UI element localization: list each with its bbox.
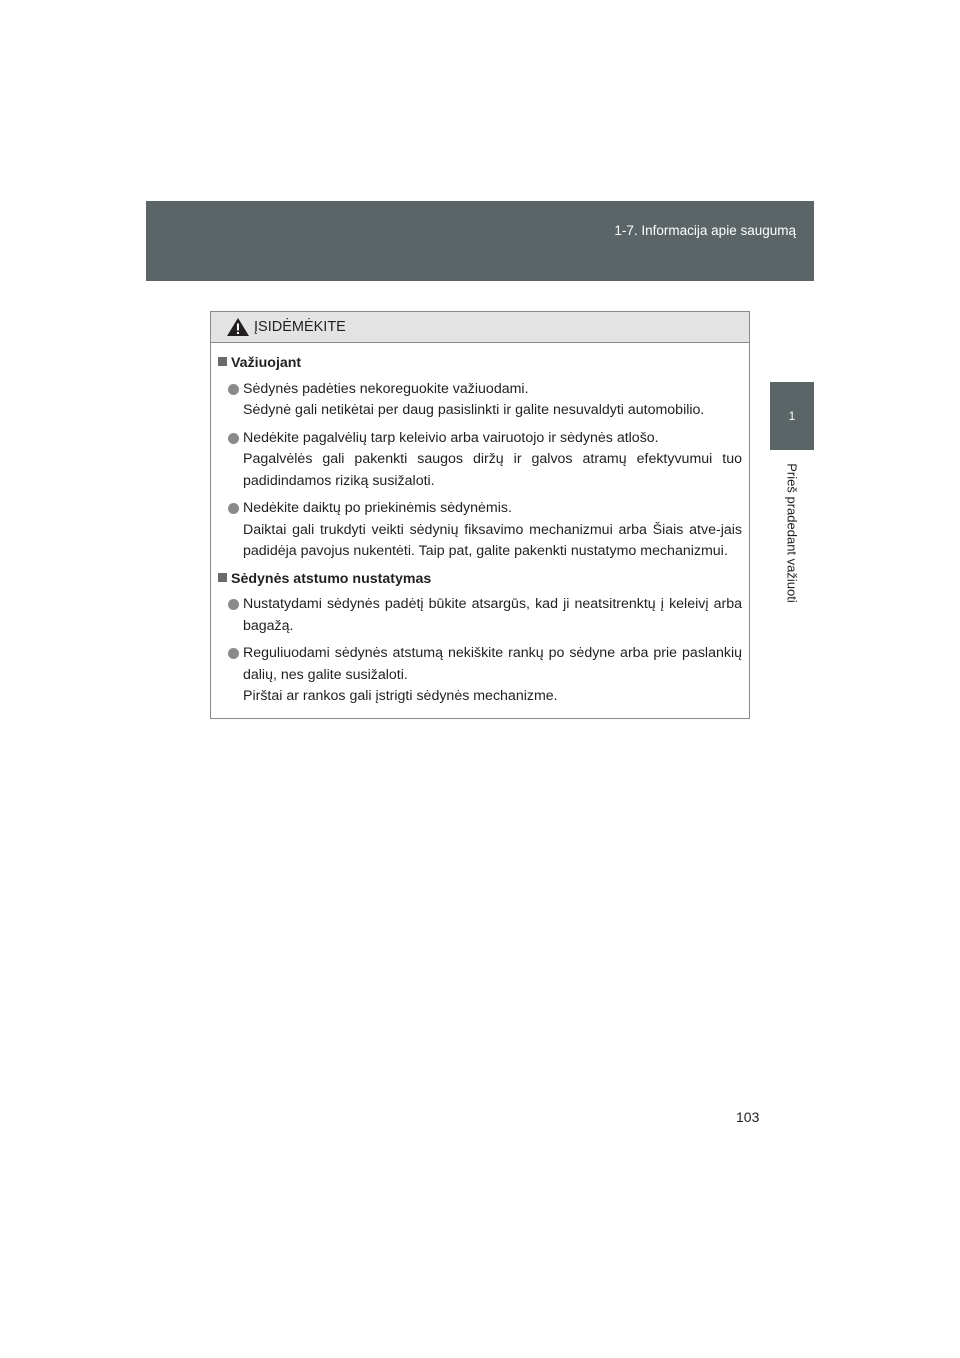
warning-title: ĮSIDĖMĖKITE bbox=[254, 319, 346, 335]
warning-triangle-icon bbox=[226, 317, 250, 337]
circle-bullet-icon bbox=[228, 599, 239, 610]
warning-section bbox=[218, 353, 742, 563]
warning-header bbox=[211, 312, 749, 343]
section-heading: Sėdynės atstumo nustatymas bbox=[231, 570, 432, 587]
circle-bullet-icon bbox=[228, 503, 239, 514]
circle-bullet-icon bbox=[228, 384, 239, 395]
chapter-label: Prieš pradedant važiuoti bbox=[784, 463, 800, 603]
square-bullet-icon bbox=[218, 573, 227, 582]
page-number: 103 bbox=[736, 1109, 760, 1125]
chapter-tab bbox=[770, 382, 814, 450]
chapter-number: 1 bbox=[788, 409, 796, 423]
item-text: Daiktai gali trukdyti veikti sėdynių fiksavimo mechanizmui arba Šiais atve-jais padidėja pavojus nukentėti. Taip pat, galite pakenkti nustatymo mechanizmui. bbox=[243, 521, 742, 559]
item-text: Reguliuodami sėdynės atstumą nekiškite rankų po sėdyne arba prie paslankių dalių, nes galite susižaloti. bbox=[243, 645, 742, 683]
item-text: Nedėkite pagalvėlių tarp keleivio arba vairuotojo ir sėdynės atlošo. bbox=[243, 429, 659, 446]
square-bullet-icon bbox=[218, 357, 227, 366]
list-item bbox=[218, 498, 742, 563]
item-text: Nedėkite daiktų po priekinėmis sėdynėmis. bbox=[243, 500, 512, 516]
warning-body bbox=[211, 343, 749, 708]
item-text: Sėdynės padėties nekoreguokite važiuodami. bbox=[243, 380, 529, 397]
item-text: Nustatydami sėdynės padėtį būkite atsargūs, kad ji neatsitrenktų į keleivį arba bagažą. bbox=[243, 596, 742, 634]
list-item bbox=[218, 428, 742, 493]
section-title: 1-7. Informacija apie saugumą bbox=[614, 223, 796, 238]
item-text: Pirštai ar rankos gali įstrigti sėdynės mechanizme. bbox=[243, 688, 558, 704]
warning-box bbox=[210, 311, 750, 719]
list-item bbox=[218, 379, 742, 422]
item-text: Sėdynė gali netikėtai per daug pasislinkti ir galite nesuvaldyti automobilio. bbox=[243, 402, 705, 418]
list-item bbox=[218, 594, 742, 637]
circle-bullet-icon bbox=[228, 433, 239, 444]
list-item bbox=[218, 643, 742, 708]
section-heading: Važiuojant bbox=[231, 355, 302, 371]
warning-section bbox=[218, 569, 742, 708]
circle-bullet-icon bbox=[228, 648, 239, 659]
section-header-band bbox=[146, 201, 814, 281]
item-text: Pagalvėlės gali pakenkti saugos diržų ir galvos atramų efektyvumui tuo padidindamos riziką susižaloti. bbox=[243, 451, 742, 489]
